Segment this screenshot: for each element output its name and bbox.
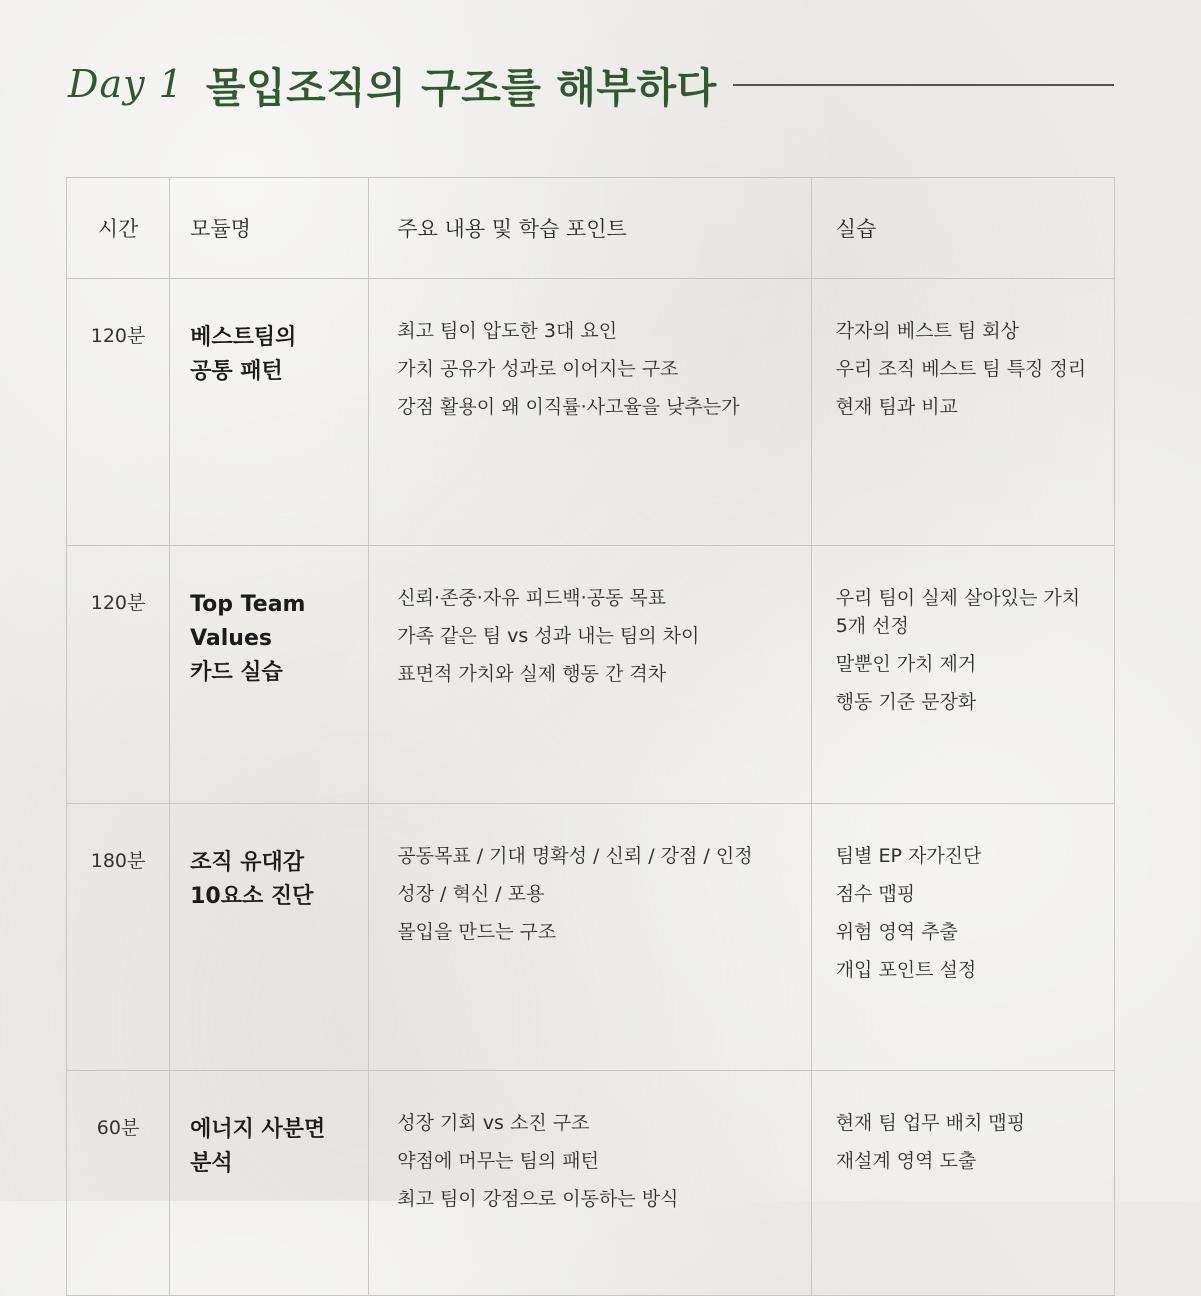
content-item: 가족 같은 팀 vs 성과 내는 팀의 차이: [397, 625, 700, 647]
practice-cell: [811, 1071, 1114, 1296]
day-label: Day 1: [68, 62, 184, 106]
module-name-cell: 베스트팀의 공통 패턴: [170, 279, 369, 546]
content-cell: [369, 546, 811, 804]
practice-item: 점수 맵핑: [835, 883, 916, 905]
page-title: 몰입조직의 구조를 해부하다: [205, 63, 717, 112]
time-cell: 120분: [67, 546, 170, 804]
practice-item: 팀별 EP 자가진단: [835, 845, 982, 867]
time-cell: 180분: [67, 804, 170, 1071]
time-cell: 120분: [67, 279, 170, 546]
table-row: [67, 804, 1115, 1071]
schedule-table: [66, 177, 1115, 1296]
practice-item: 개입 포인트 설정: [835, 959, 977, 981]
module-name-cell: 에너지 사분면 분석: [170, 1071, 369, 1296]
header-content: 주요 내용 및 학습 포인트: [369, 178, 811, 279]
title-divider: [733, 84, 1114, 86]
content-item: 가치 공유가 성과로 이어지는 구조: [397, 358, 679, 380]
table-row: [67, 279, 1115, 546]
practice-cell: [811, 279, 1114, 546]
module-name-cell: Top Team Values 카드 실습: [170, 546, 369, 804]
content-item: 성장 기회 vs 소진 구조: [397, 1112, 590, 1134]
header-practice: 실습: [811, 178, 1114, 279]
content-item: 표면적 가치와 실제 행동 간 격차: [397, 663, 667, 685]
practice-item: 행동 기준 문장화: [835, 691, 977, 713]
content-cell: [369, 1071, 811, 1296]
page-header: [68, 52, 1114, 116]
content-item: 최고 팀이 압도한 3대 요인: [397, 320, 618, 342]
practice-item: 각자의 베스트 팀 회상: [835, 320, 1020, 342]
practice-cell: [811, 546, 1114, 804]
table-row: [67, 546, 1115, 804]
practice-item: 말뿐인 가치 제거: [835, 653, 977, 675]
header-time: 시간: [67, 178, 170, 279]
time-cell: 60분: [67, 1071, 170, 1296]
content-item: 최고 팀이 강점으로 이동하는 방식: [397, 1188, 679, 1210]
header-module: 모듈명: [170, 178, 369, 279]
content-item: 약점에 머무는 팀의 패턴: [397, 1150, 599, 1172]
content-item: 강점 활용이 왜 이직률·사고율을 낮추는가: [397, 396, 740, 418]
content-cell: [369, 804, 811, 1071]
practice-item: 현재 팀과 비교: [835, 396, 958, 418]
content-item: 성장 / 혁신 / 포용: [397, 883, 545, 905]
content-item: 몰입을 만드는 구조: [397, 921, 557, 943]
table-row: [67, 1071, 1115, 1296]
content-cell: [369, 279, 811, 546]
content-item: 신뢰·존중·자유 피드백·공동 목표: [397, 587, 667, 609]
table-header-row: [67, 178, 1115, 279]
practice-item: 위험 영역 추출: [835, 921, 958, 943]
practice-item: 현재 팀 업무 배치 맵핑: [835, 1112, 1026, 1134]
practice-cell: [811, 804, 1114, 1071]
practice-item: 우리 조직 베스트 팀 특징 정리: [835, 358, 1087, 380]
module-name-cell: 조직 유대감 10요소 진단: [170, 804, 369, 1071]
practice-item: 우리 팀이 실제 살아있는 가치 5개 선정: [835, 587, 1081, 637]
practice-item: 재설계 영역 도출: [835, 1150, 977, 1172]
content-item: 공동목표 / 기대 명확성 / 신뢰 / 강점 / 인정: [397, 845, 753, 867]
